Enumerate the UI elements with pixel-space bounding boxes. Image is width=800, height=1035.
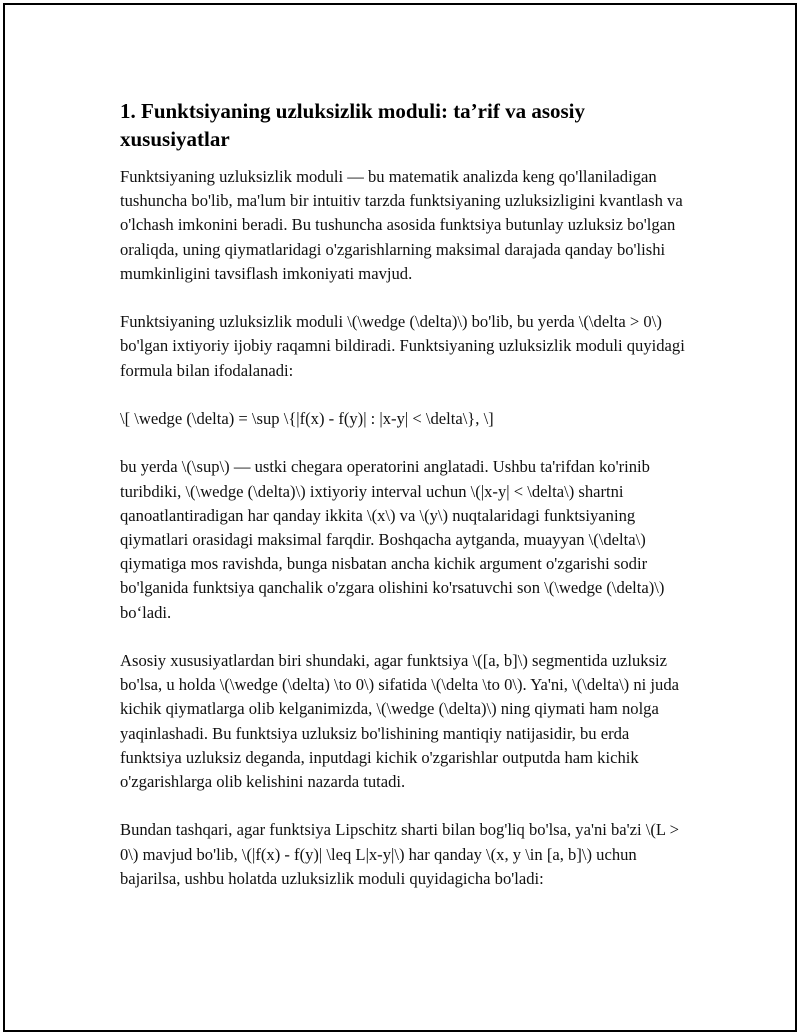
formula-line: \[ \wedge (\delta) = \sup \{|f(x) - f(y)| : |x-y| < \delta\}, \]: [120, 409, 494, 428]
paragraph-main-property: Asosiy xususiyatlardan biri shundaki, agar funktsiya \([a, b]\) segmentida uzluksiz bo'lsa, u holda \(\wedge (\delta) \to 0\) sifatida \(\delta \to 0\). Ya'ni, \(\delta\) ni juda kichik qiymatlarga olib kelganimizda, \(\wedge (\delta)\) ning qiymati ham nolga yaqinlashadi. Bu funktsiya uzluksiz bo'lishining mantiqiy natijasidir, bu erda funktsiya uzluksiz deganda, inputdagi kichik o'zgarishlar outputda ham kichik o'zgarishlarga olib kelishini nazarda tutadi.: [120, 651, 679, 792]
document-body: [120, 97, 695, 915]
paragraph-sup-explanation: bu yerda \(\sup\) — ustki chegara operatorini anglatadi. Ushbu ta'rifdan ko'rinib turibdiki, \(\wedge (\delta)\) ixtiyoriy interval uchun \(|x-y| < \delta\) shartni qanoatlantiradigan har qanday ikkita \(x\) va \(y\) nuqtalaridagi funktsiyaning qiymatlari orasidagi maksimal farqdir. Boshqacha aytganda, muayyan \(\delta\) qiymatiga mos ravishda, bunga nisbatan ancha kichik argument o'zgarishi sodir bo'lganida funktsiya qanchalik o'zgara olishini ko'rsatuvchi son \(\wedge (\delta)\) bo‘ladi.: [120, 457, 665, 622]
page: [3, 3, 797, 1032]
paragraph-definition-intro: Funktsiyaning uzluksizlik moduli — bu matematik analizda keng qo'llaniladigan tushuncha bo'lib, ma'lum bir intuitiv tarzda funktsiyaning uzluksizligini kvantlash va o'lchash imkonini beradi. Bu tushuncha asosida funktsiya butunlay uzluksiz bo'lgan oraliqda, uning qiymatlaridagi o'zgarishlarning maksimal darajada qanday bo'lishi mumkinligini tavsiflash imkoniyati mavjud.: [120, 167, 683, 283]
paragraph-lipschitz: Bundan tashqari, agar funktsiya Lipschitz sharti bilan bog'liq bo'lsa, ya'ni ba'zi \(L > 0\) mavjud bo'lib, \(|f(x) - f(y)| \leq L|x-y|\) har qanday \(x, y \in [a, b]\) uchun bajarilsa, ushbu holatda uzluksizlik moduli quyidagicha bo'ladi:: [120, 820, 679, 888]
paragraph-modulus-notation: Funktsiyaning uzluksizlik moduli \(\wedge (\delta)\) bo'lib, bu yerda \(\delta > 0\) bo'lgan ixtiyoriy ijobiy raqamni bildiradi. Funktsiyaning uzluksizlik moduli quyidagi formula bilan ifodalanadi:: [120, 312, 685, 380]
section-heading: 1. Funktsiyaning uzluksizlik moduli: ta’rif va asosiy xususiyatlar: [120, 99, 586, 151]
